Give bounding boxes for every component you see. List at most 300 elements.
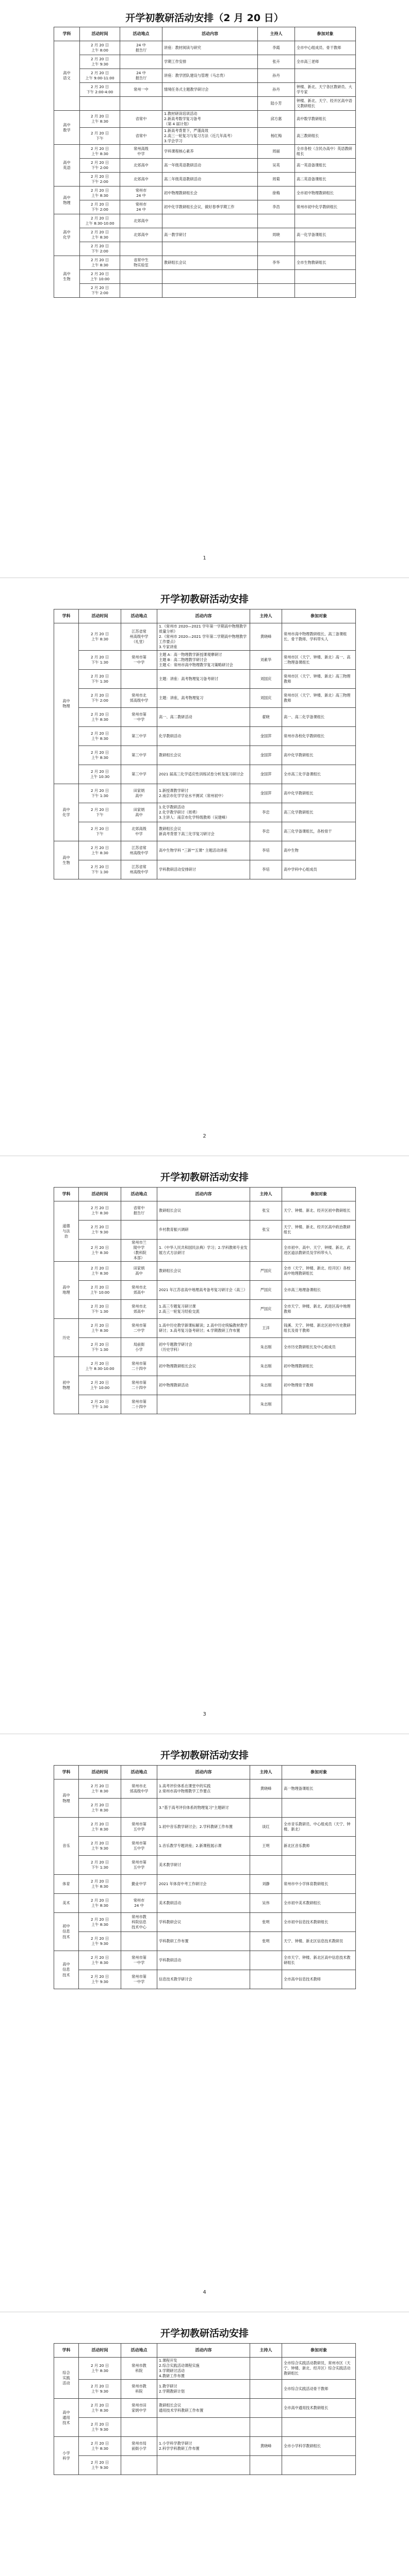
table-row	[54, 2380, 356, 2399]
time-cell: 2 月 20 日 下午 1:30	[79, 1300, 121, 1319]
audience-cell: 全市各校（含民办高中）英语教研组长	[295, 145, 356, 159]
host-cell: 黄晓峰	[250, 623, 282, 651]
location-cell: 常州市教 科院	[121, 2358, 157, 2380]
audience-cell: 全市高三化学备课组长	[282, 765, 356, 784]
time-cell: 2 月 20 日 下午 2:00	[80, 159, 120, 173]
location-cell: 北郊高中	[120, 214, 162, 228]
content-cell: 主题：讲座：高考物理复习备考研讨	[157, 670, 250, 689]
column-header: 活动时间	[79, 2344, 121, 2358]
host-cell: 李培	[250, 841, 282, 860]
audience-cell: 全市初中、高中、天宁、钟楼、新北、武进区道法教研员及学科带头人	[282, 1240, 356, 1262]
table-row	[54, 41, 356, 55]
content-cell: 1.《中华人民共和国民法典》学习；2.学科教师专业发展方式方法研讨	[157, 1240, 250, 1262]
table-row	[54, 822, 356, 841]
time-cell: 2 月 20 日 上午 8:30	[79, 2358, 121, 2380]
content-cell: 1.《常州市 2020—2021 学年第一学期高中物理教学质量分析》 2.《常州市 2020—2021 学年第二学期高中物理教学工作要点》 3.专家讲座	[157, 623, 250, 651]
table-row	[54, 2456, 356, 2475]
host-cell: 朱志刚	[250, 1376, 282, 1395]
time-cell: 2 月 20 日 上午 8:30	[79, 2437, 121, 2456]
host-cell: 黄晓峰	[250, 2437, 282, 2456]
schedule-table	[54, 2343, 356, 2475]
time-cell: 2 月 20 日 上午 8:00	[80, 41, 120, 55]
subject-cell: 综合 实践 活动	[54, 2358, 79, 2399]
content-cell: 学期工作安排	[162, 55, 258, 69]
audience-cell: 全市高三地理备课组长	[282, 1281, 356, 1300]
location-cell: 常州市第 一中学	[121, 651, 157, 670]
audience-cell	[295, 284, 356, 298]
table-row	[54, 1300, 356, 1319]
time-cell: 2 月 20 日 下午 1:30	[79, 1395, 121, 1414]
subject-cell: 高中 语文	[54, 41, 80, 111]
content-cell	[157, 2418, 250, 2437]
table-row	[54, 1951, 356, 1970]
content-cell: 1.教学研讨 2.学期教研计划	[157, 2380, 250, 2399]
content-cell: 信息技术教学研讨会	[157, 1970, 250, 1989]
location-cell: 常州市局 前街小学	[121, 2437, 157, 2456]
subject-cell: 高中 物理	[54, 187, 80, 214]
audience-cell: 高中生物	[282, 841, 356, 860]
table-row	[54, 1338, 356, 1357]
audience-cell: 全市天宁、钟楼、新北、武进区高中地理教师	[282, 1300, 356, 1319]
table-row	[54, 1201, 356, 1221]
location-cell	[120, 97, 162, 111]
time-cell: 2 月 20 日 上午 8:30	[80, 256, 120, 270]
content-cell: 学科教研活动	[157, 1951, 250, 1970]
content-cell: 1.高三专题复习研讨课 2.高三一轮复习经验交流	[157, 1300, 250, 1319]
time-cell: 2 月 20 日 上午 10:00	[79, 1281, 121, 1300]
column-header: 学科	[54, 1766, 79, 1780]
audience-cell	[295, 214, 356, 228]
host-cell: 金国萍	[250, 784, 282, 803]
host-cell: 黄晓峰	[250, 1780, 282, 1799]
audience-cell: 全市音乐教研员、中心组成员（天宁、钟楼、新北）	[282, 1818, 356, 1837]
table-row	[54, 1875, 356, 1894]
column-header: 活动内容	[157, 1766, 250, 1780]
time-cell: 2 月 20 日 上午 10:00	[80, 270, 120, 284]
page-number: 2	[203, 1133, 206, 1139]
location-cell: 常州市田 家炳中学	[121, 2399, 157, 2418]
subject-cell: 高中 信息 技术	[54, 1951, 79, 1989]
host-cell: 周丽	[258, 145, 295, 159]
host-cell	[250, 2358, 282, 2380]
column-header: 活动地点	[121, 609, 157, 623]
location-cell: 常州市第 一中学	[121, 708, 157, 727]
table-row	[54, 784, 356, 803]
time-cell: 2 月 20 日 上午 8:30	[79, 1875, 121, 1894]
location-cell: 常州市第 一中学	[121, 1951, 157, 1970]
time-cell: 2 月 20 日 上午 8:30	[79, 2399, 121, 2418]
audience-cell: 钟楼、新北、天宁、经开区高中语文教研组长	[295, 97, 356, 111]
location-cell	[121, 1932, 157, 1951]
content-cell: 学科教研活动安排研讨	[157, 860, 250, 879]
time-cell: 2 月 20 日 下午 2:00-4:00	[80, 83, 120, 97]
time-cell: 2 月 20 日 上午 8:30	[79, 623, 121, 651]
location-cell: 常州市教 科院	[121, 2380, 157, 2399]
audience-cell: 全市小学科学教研组长	[282, 2437, 356, 2456]
schedule-table	[54, 1765, 356, 1989]
location-cell: 24 中 报告厅	[120, 41, 162, 55]
content-cell: 主题：讲座，高考物理复习	[157, 689, 250, 708]
table-row	[54, 2418, 356, 2437]
host-cell: 王明	[250, 1837, 282, 1856]
table-row	[54, 1319, 356, 1338]
location-cell: 24 中 报告厅	[120, 69, 162, 83]
location-cell: 常州市第 五中学	[121, 1856, 157, 1875]
table-row	[54, 1932, 356, 1951]
table-row	[54, 708, 356, 727]
page-number: 1	[203, 555, 206, 561]
content-cell: 高中生物学科 "三新""五课" 主题活动讲座	[157, 841, 250, 860]
content-cell: 初中专题教学研讨会 （历史学科）	[157, 1338, 250, 1357]
location-cell	[121, 2418, 157, 2437]
host-cell: 孙丹	[258, 69, 295, 83]
column-header: 活动时间	[79, 1766, 121, 1780]
audience-cell: 常州市初中化学教研组长	[295, 200, 356, 214]
table-row	[54, 1970, 356, 1989]
column-header: 活动时间	[79, 609, 121, 623]
host-cell: 朱志刚	[250, 1338, 282, 1357]
subject-cell: 高中 生物	[54, 841, 79, 879]
table-row	[54, 97, 356, 111]
audience-cell: 全市高中通用技术教研组长	[282, 2399, 356, 2418]
page-number: 4	[203, 2290, 206, 2295]
content-cell: 1.教材研读培训活动 2.新高考数学复习备考 （第 4 届计划）	[162, 111, 258, 128]
table-row	[54, 727, 356, 746]
content-cell: 学科课程核心素养	[162, 145, 258, 159]
subject-cell: 高中 地理	[54, 1262, 79, 1319]
subject-cell: 美术	[54, 1894, 79, 1913]
host-cell: 严国庆	[250, 1300, 282, 1319]
content-cell: 1.音乐教学专题讲座；2.新课程展示课	[157, 1837, 250, 1856]
page-4	[0, 1734, 409, 2312]
host-cell: 李华	[258, 256, 295, 270]
table-row	[54, 228, 356, 242]
content-cell: 初中物理教研组长会议	[157, 1357, 250, 1376]
content-cell	[162, 242, 258, 256]
location-cell: 常州市 24 中	[120, 200, 162, 214]
table-row	[54, 765, 356, 784]
time-cell: 2 月 20 日 上午 9:30	[79, 1970, 121, 1989]
time-cell: 2 月 20 日 下午 1:30	[79, 651, 121, 670]
host-cell	[258, 284, 295, 298]
host-cell: 金国萍	[250, 765, 282, 784]
table-row	[54, 689, 356, 708]
time-cell: 2 月 20 日 上午 8:30	[79, 1894, 121, 1913]
time-cell: 2 月 20 日 下午 1:30	[79, 1856, 121, 1875]
location-cell: 北郊高中	[120, 159, 162, 173]
location-cell: 北郊高中	[120, 228, 162, 242]
location-cell: 勤业中学	[121, 1875, 157, 1894]
table-row	[54, 83, 356, 97]
host-cell	[250, 2380, 282, 2399]
table-row	[54, 55, 356, 69]
time-cell: 2 月 20 日 上午 8:30	[79, 746, 121, 765]
page-title: 开学初教研活动安排	[160, 1172, 249, 1183]
audience-cell	[282, 1799, 356, 1818]
time-cell: 2 月 20 日 上午 10:30	[79, 765, 121, 784]
page-title: 开学初教研活动安排	[160, 2328, 249, 2339]
audience-cell: 高中数学教研组长	[295, 111, 356, 128]
header-row	[54, 2344, 356, 2358]
audience-cell: 全市天宁、钟楼、新北区高中信息技术教研组长	[282, 1951, 356, 1970]
schedule-table	[54, 609, 356, 879]
page-number: 3	[203, 1711, 206, 1717]
host-cell: 刘静	[250, 1875, 282, 1894]
location-cell: 常州市北 郊高中	[121, 1281, 157, 1300]
host-cell	[250, 2418, 282, 2437]
location-cell: 田家炳 高中	[121, 1262, 157, 1281]
subject-cell: 音乐	[54, 1818, 79, 1875]
content-cell: 学科教研会议	[157, 1913, 250, 1932]
location-cell: 田家炳 高中	[121, 784, 157, 803]
time-cell: 2 月 20 日 上午 8:30	[79, 708, 121, 727]
column-header: 活动内容	[157, 2344, 250, 2358]
table-row	[54, 1376, 356, 1395]
host-cell: 严国庆	[250, 1281, 282, 1300]
subject-cell: 初中 物理	[54, 1357, 79, 1414]
audience-cell	[282, 1856, 356, 1875]
host-cell: 李霞	[258, 41, 295, 55]
host-cell: 孙丹	[258, 83, 295, 97]
location-cell: 省常中	[120, 128, 162, 145]
audience-cell: 钱溪、天宁、钟楼、新北区初中历史教研组长及骨干教师	[282, 1319, 356, 1338]
audience-cell	[282, 1395, 356, 1414]
time-cell: 2 月 20 日 上午 8:30	[79, 841, 121, 860]
host-cell: 张宝	[250, 1221, 282, 1240]
page-title: 开学初教研活动安排	[160, 1750, 249, 1761]
subject-cell: 初中 信息 技术	[54, 1913, 79, 1951]
audience-cell: 高中化学教研组长	[282, 784, 356, 803]
audience-cell: 常州市高中物理教研组长、高三备课组长、骨干教师、学科带头人	[282, 623, 356, 651]
column-header: 活动时间	[79, 1188, 121, 1201]
host-cell: 金国萍	[250, 727, 282, 746]
content-cell: 化学教研活动	[157, 727, 250, 746]
table-row	[54, 111, 356, 128]
audience-cell: 全市综合实践活动教研员，常州市区（天宁、钟楼、新北、经开区）综合实践活动教研组长	[282, 2358, 356, 2380]
location-cell: 省常中 报告厅	[121, 1201, 157, 1221]
time-cell: 2 月 20 日 上午 8:30	[79, 1201, 121, 1221]
audience-cell: 高三化学教研组长	[282, 803, 356, 822]
header-row	[54, 1766, 356, 1780]
subject-cell: 高中 物理	[54, 623, 79, 784]
time-cell: 2 月 20 日 下午 1:30	[79, 1338, 121, 1357]
table-row	[54, 256, 356, 270]
time-cell: 2 月 20 日 上午 9:30	[79, 2380, 121, 2399]
host-cell: 李忠	[250, 803, 282, 822]
table-row	[54, 145, 356, 159]
time-cell: 2 月 20 日 上午 9:30	[79, 1932, 121, 1951]
host-cell: 李浩	[258, 200, 295, 214]
time-cell: 2 月 20 日 上午 8:30-10:00	[80, 214, 120, 228]
host-cell	[250, 1240, 282, 1262]
host-cell	[258, 270, 295, 284]
table-row	[54, 1240, 356, 1262]
host-cell	[250, 1856, 282, 1875]
time-cell: 2 月 20 日 上午 8:30	[79, 1913, 121, 1932]
audience-cell: 高中学科中心组成员	[282, 860, 356, 879]
column-header: 主持人	[250, 2344, 282, 2358]
column-header: 活动地点	[121, 2344, 157, 2358]
table-row	[54, 2437, 356, 2456]
column-header: 主持人	[250, 1188, 282, 1201]
time-cell	[80, 97, 120, 111]
host-cell: 李忠	[250, 822, 282, 841]
table-row	[54, 200, 356, 214]
audience-cell: 高三化学备课组长，各校骨干	[282, 822, 356, 841]
host-cell: 朱志刚	[250, 1357, 282, 1376]
time-cell: 2 月 20 日 上午 8:30	[79, 1951, 121, 1970]
table-row	[54, 2399, 356, 2418]
table-row	[54, 1780, 356, 1799]
content-cell: 2021 年体育中考工作研讨会	[157, 1875, 250, 1894]
host-cell: 翟晓	[250, 708, 282, 727]
content-cell: 学科教研工作布置	[157, 1932, 250, 1951]
location-cell: 常州市第 二十四中	[121, 1395, 157, 1414]
content-cell: 1.小学科学教学研讨 2.科学学科教研工作布置	[157, 2437, 250, 2456]
time-cell: 2 月 20 日 上午 9:30	[79, 1837, 121, 1856]
table-row	[54, 242, 356, 256]
column-header: 参加对象	[282, 1766, 356, 1780]
content-cell: 教研组长会议	[157, 746, 250, 765]
content-cell	[162, 214, 258, 228]
host-cell	[250, 1951, 282, 1970]
audience-cell: 新北区音乐教师	[282, 1837, 356, 1856]
column-header: 学科	[54, 1188, 79, 1201]
location-cell	[121, 1799, 157, 1818]
content-cell	[157, 2456, 250, 2475]
location-cell	[120, 284, 162, 298]
time-cell: 2 月 20 日 下午 2:00	[80, 242, 120, 256]
content-cell: 主题 A：高一物理教学新授课观摩研讨 主题 B：高二物理教学研讨会 主题 C：常州市高中物理教学复习策略研讨会	[157, 651, 250, 670]
location-cell: 常州一中	[120, 83, 162, 97]
table-row	[54, 1799, 356, 1818]
content-cell: 教研组长会议	[162, 256, 258, 270]
content-cell: 高一、高二教研活动	[157, 708, 250, 727]
table-row	[54, 1856, 356, 1875]
location-cell: 第三中学	[121, 746, 157, 765]
content-cell: 讲座：教学团队建设与管理（马志贵）	[162, 69, 258, 83]
location-cell	[121, 1221, 157, 1240]
table-row	[54, 1894, 356, 1913]
audience-cell: 初中物理教研组长	[282, 1357, 356, 1376]
audience-cell: 常州市区（天宁、钟楼、新北）高一、高二物理备课组长	[282, 651, 356, 670]
host-cell: 王洋	[250, 1319, 282, 1338]
host-cell: 周晓	[258, 228, 295, 242]
time-cell: 2 月 20 日 上午 8:30	[79, 1240, 121, 1262]
content-cell: 1.高中历史教学新课标解读；2.高中历史统编教材教学研讨；3.高考复习备考研讨；4.学期教研工作布置	[157, 1319, 250, 1338]
location-cell	[121, 2456, 157, 2475]
audience-cell: 高二英语备课组长	[295, 173, 356, 187]
table-row	[54, 270, 356, 284]
audience-cell: 全市历史教研组长及中心组成员	[282, 1338, 356, 1357]
column-header: 活动时间	[80, 27, 120, 41]
content-cell: 1.课程开发 2.综合实践活动课程实施 3.学期研讨活动 4.教研工作布置	[157, 2358, 250, 2380]
host-cell: 陆小芳	[258, 97, 295, 111]
time-cell: 2 月 20 日 下午	[79, 822, 121, 841]
content-cell: 高二年级英语教研活动	[162, 173, 258, 187]
column-header: 学科	[54, 2344, 79, 2358]
table-row	[54, 1818, 356, 1837]
location-cell: 常州市 24 中	[120, 187, 162, 200]
content-cell: 2021 年江苏省高中地理高考备考复习研讨会（高三）	[157, 1281, 250, 1300]
subject-cell: 高中 化学	[54, 784, 79, 841]
subject-cell: 历史	[54, 1319, 79, 1357]
audience-cell: 全市初中信息技术教研组长	[282, 1913, 356, 1932]
time-cell: 2 月 20 日 上午 8:30	[79, 1780, 121, 1799]
content-cell: 教研组长会议 通用技术学科教研工作布置	[157, 2399, 250, 2418]
host-cell	[250, 1799, 282, 1818]
time-cell: 2 月 20 日 上午 9:30	[80, 55, 120, 69]
time-cell: 2 月 20 日 下午 1:30	[79, 670, 121, 689]
content-cell: 1.新高考背景下，严谨高效 2.高三一轮复习与复习方法（近几年高考） 3.学会学习	[162, 128, 258, 145]
host-cell: 杨红梅	[258, 128, 295, 145]
host-cell	[258, 242, 295, 256]
column-header: 参加对象	[282, 609, 356, 623]
subject-cell: 道德 与法 治	[54, 1201, 79, 1262]
content-cell	[162, 270, 258, 284]
schedule-table	[54, 27, 356, 298]
subject-cell: 高中 通用 技术	[54, 2399, 79, 2437]
location-cell: 第三中学	[121, 765, 157, 784]
time-cell: 2 月 20 日 上午 8:30	[79, 1818, 121, 1837]
content-cell: 3."基于高考评价体系的物理复习"主题研讨	[157, 1799, 250, 1818]
audience-cell	[295, 270, 356, 284]
host-cell: 刘素华	[250, 651, 282, 670]
location-cell: 常州市第 二十四中	[121, 1357, 157, 1376]
content-cell: 高一教学研讨	[162, 228, 258, 242]
subject-cell: 高中 英语	[54, 145, 80, 187]
table-row	[54, 841, 356, 860]
header-row	[54, 1188, 356, 1201]
location-cell: 常州市第 五中学	[121, 1837, 157, 1856]
host-cell	[250, 2456, 282, 2475]
subject-cell: 高中 数学	[54, 111, 80, 145]
audience-cell	[282, 2456, 356, 2475]
audience-cell: 全市综合实践活动骨干教师	[282, 2380, 356, 2399]
audience-cell: 常州市中小学体育教研组长	[282, 1875, 356, 1894]
location-cell: 江苏省常 州高级中学	[121, 860, 157, 879]
table-row	[54, 2358, 356, 2380]
table-row	[54, 1281, 356, 1300]
audience-cell: 高三教研组长	[295, 128, 356, 145]
table-row	[54, 623, 356, 651]
table-row	[54, 1262, 356, 1281]
column-header: 学科	[54, 609, 79, 623]
audience-cell: 高一英语备课组长	[295, 159, 356, 173]
header-row	[54, 609, 356, 623]
table-row	[54, 173, 356, 187]
audience-cell: 高一化学备课组长	[295, 228, 356, 242]
column-header: 参加对象	[282, 2344, 356, 2358]
header-row	[54, 27, 356, 41]
location-cell: 江苏省常 州高级中学	[121, 841, 157, 860]
table-row	[54, 1221, 356, 1240]
audience-cell	[282, 2418, 356, 2437]
time-cell: 2 月 20 日 下午	[79, 803, 121, 822]
host-cell: 金国萍	[250, 746, 282, 765]
table-row	[54, 860, 356, 879]
time-cell: 2 月 20 日 上午 8:30	[79, 1799, 121, 1818]
location-cell: 常州市第 一中学	[121, 1970, 157, 1989]
schedule-table	[54, 1187, 356, 1414]
audience-cell: 天宁、钟楼、新北、经开区初中教研组长	[282, 1201, 356, 1221]
subject-cell: 高中 物理	[54, 1780, 79, 1818]
time-cell: 2 月 20 日 下午 2:00	[80, 284, 120, 298]
time-cell: 2 月 20 日 上午 8:30	[79, 1262, 121, 1281]
time-cell: 2 月 20 日 上午 8:30	[79, 727, 121, 746]
host-cell: 吴伟	[250, 1894, 282, 1913]
page-5	[0, 2312, 409, 2576]
